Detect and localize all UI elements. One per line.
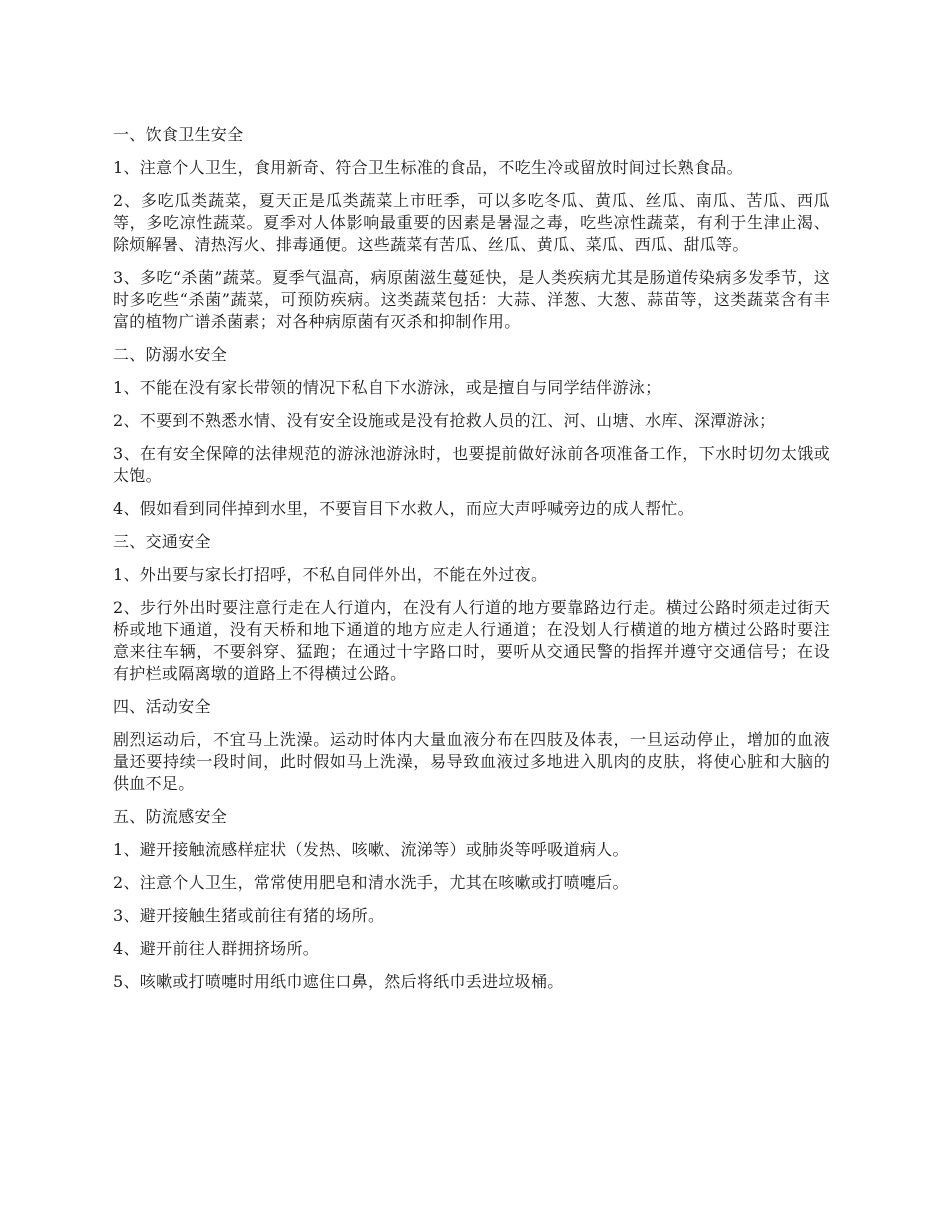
section-heading: 三、交通安全 bbox=[113, 532, 211, 551]
paragraph: 1、注意个人卫生，食用新奇、符合卫生标准的食品，不吃生冷或留放时间过长熟食品。 bbox=[113, 158, 743, 177]
paragraph: 3、避开接触生猪或前往有猪的场所。 bbox=[113, 906, 385, 925]
paragraph: 2、注意个人卫生，常常使用肥皂和清水洗手，尤其在咳嗽或打喷嚏后。 bbox=[113, 873, 629, 892]
section-food-safety bbox=[113, 124, 830, 333]
section-heading: 五、防流感安全 bbox=[113, 807, 228, 826]
paragraph: 剧烈运动后，不宜马上洗澡。运动时体内大量血液分布在四肢及体表，一旦运动停止，增加的血液量还要持续一段时间，此时假如马上洗澡，易导致血液过多地进入肌肉的皮肤，将使心脏和大脑的供血不足。 bbox=[113, 730, 830, 793]
paragraph: 4、避开前往人群拥挤场所。 bbox=[113, 939, 320, 958]
paragraph: 2、不要到不熟悉水情、没有安全设施或是没有抢救人员的江、河、山塘、水库、深潭游泳； bbox=[113, 411, 776, 430]
section-heading: 一、饮食卫生安全 bbox=[113, 125, 244, 144]
section-heading: 二、防溺水安全 bbox=[113, 345, 228, 364]
section-traffic-safety bbox=[113, 531, 830, 685]
paragraph: 5、咳嗽或打喷嚏时用纸巾遮住口鼻，然后将纸巾丢进垃圾桶。 bbox=[113, 972, 564, 991]
document-page bbox=[113, 124, 830, 1004]
section-drowning-safety bbox=[113, 344, 830, 520]
paragraph: 1、避开接触流感样症状（发热、咳嗽、流涕等）或肺炎等呼吸道病人。 bbox=[113, 840, 629, 859]
paragraph: 1、不能在没有家长带领的情况下私自下水游泳，或是擅自与同学结伴游泳； bbox=[113, 378, 662, 397]
paragraph: 3、多吃“杀菌”蔬菜。夏季气温高，病原菌滋生蔓延快，是人类疾病尤其是肠道传染病多发季节，这时多吃些“杀菌”蔬菜，可预防疾病。这类蔬菜包括：大蒜、洋葱、大葱、蒜苗等，这类蔬菜含有丰富的植物广谱杀菌素；对各种病原菌有灭杀和抑制作用。 bbox=[113, 268, 830, 331]
paragraph: 1、外出要与家长打招呼，不私自同伴外出，不能在外过夜。 bbox=[113, 565, 548, 584]
paragraph: 2、多吃瓜类蔬菜，夏天正是瓜类蔬菜上市旺季，可以多吃冬瓜、黄瓜、丝瓜、南瓜、苦瓜、西瓜等，多吃凉性蔬菜。夏季对人体影响最重要的因素是暑湿之毒，吃些凉性蔬菜，有利于生津止渴、除烦解暑、清热泻火、排毒通便。这些蔬菜有苦瓜、丝瓜、黄瓜、菜瓜、西瓜、甜瓜等。 bbox=[113, 191, 830, 254]
section-activity-safety bbox=[113, 696, 830, 795]
section-heading: 四、活动安全 bbox=[113, 697, 211, 716]
paragraph: 2、步行外出时要注意行走在人行道内，在没有人行道的地方要靠路边行走。横过公路时须走过街天桥或地下通道，没有天桥和地下通道的地方应走人行通道；在没划人行横道的地方横过公路时要注意来往车辆，不要斜穿、猛跑；在通过十字路口时，要听从交通民警的指挥并遵守交通信号；在设有护栏或隔离墩的道路上不得横过公路。 bbox=[113, 598, 830, 683]
section-flu-safety bbox=[113, 806, 830, 993]
paragraph: 3、在有安全保障的法律规范的游泳池游泳时，也要提前做好泳前各项准备工作，下水时切勿太饿或太饱。 bbox=[113, 444, 830, 485]
paragraph: 4、假如看到同伴掉到水里，不要盲目下水救人，而应大声呼喊旁边的成人帮忙。 bbox=[113, 499, 694, 518]
